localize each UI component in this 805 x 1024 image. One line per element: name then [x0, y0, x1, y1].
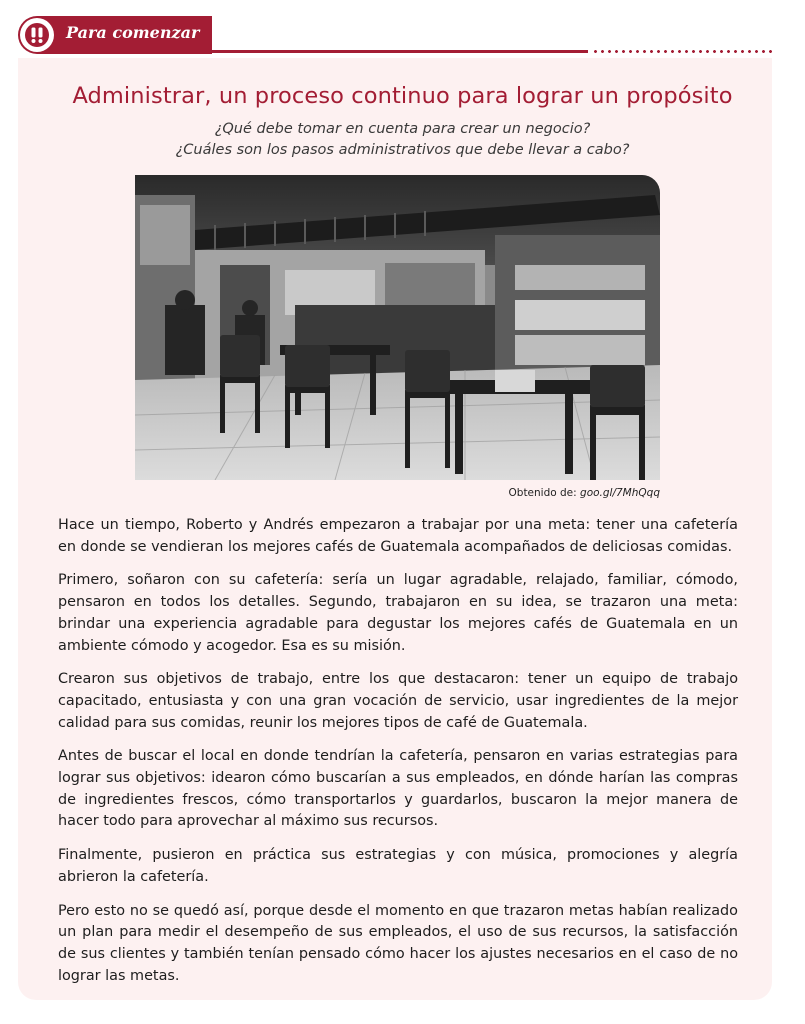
exclamation-icon	[20, 18, 54, 52]
paragraph: Crearon sus objetivos de trabajo, entre los que destacaron: tener un equipo de trabajo capacitado, entusiasta y con una gran vocación de servicio, usar ingredientes de la mejor calidad para sus comidas, reunir los mejores tipos de café de Guatemala.	[58, 671, 738, 731]
paragraph: Finalmente, pusieron en práctica sus estrategias y con música, promociones y alegría abrieron la cafetería.	[58, 847, 738, 885]
header-dotted-rule	[592, 50, 772, 53]
section-tab	[18, 16, 212, 54]
paragraph: Antes de buscar el local en donde tendrían la cafetería, pensaron en varias estrategias para lograr sus objetivos: idearon cómo buscarían a sus empleados, en dónde harían las compras de ingredientes frescos, cómo transportarlos y guardarlos, buscaron la mejor manera de hacer todo para aprovechar al máximo sus recursos.	[58, 748, 738, 830]
header-rule	[200, 50, 588, 53]
subtitle-question-2: ¿Cuáles son los pasos administrativos que debe llevar a cabo?	[175, 142, 630, 158]
section-tab-label: Para comenzar	[66, 23, 200, 42]
cafe-photo	[135, 175, 660, 480]
caption-source: goo.gl/7MhQqq	[580, 487, 660, 499]
caption-prefix: Obtenido de:	[508, 487, 577, 499]
page-title: Administrar, un proceso continuo para lograr un propósito	[72, 83, 733, 109]
paragraph: Hace un tiempo, Roberto y Andrés empezaron a trabajar por una meta: tener una cafetería en donde se vendieran los mejores cafés de Guatemala acompañados de deliciosas comidas.	[58, 517, 738, 555]
body-text	[58, 515, 738, 999]
paragraph: Pero esto no se quedó así, porque desde el momento en que trazaron metas habían realizado un plan para medir el desempeño de sus empleados, el uso de sus recursos, la satisfacción de sus clientes y también tenían pensado cómo hacer los ajustes necesarios en el caso de no lograr las metas.	[58, 902, 738, 984]
image-caption	[135, 487, 660, 499]
subtitle-question-1: ¿Qué debe tomar en cuenta para crear un negocio?	[214, 121, 591, 137]
paragraph: Primero, soñaron con su cafetería: sería un lugar agradable, relajado, familiar, cómodo, pensaron en todos los detalles. Segundo, trabajaron en su idea, se trazaron una meta: brindar una experiencia agradable para degustar los mejores cafés de Guatemala en un ambiente cómodo y acogedor. Esa es su misión.	[58, 572, 738, 654]
